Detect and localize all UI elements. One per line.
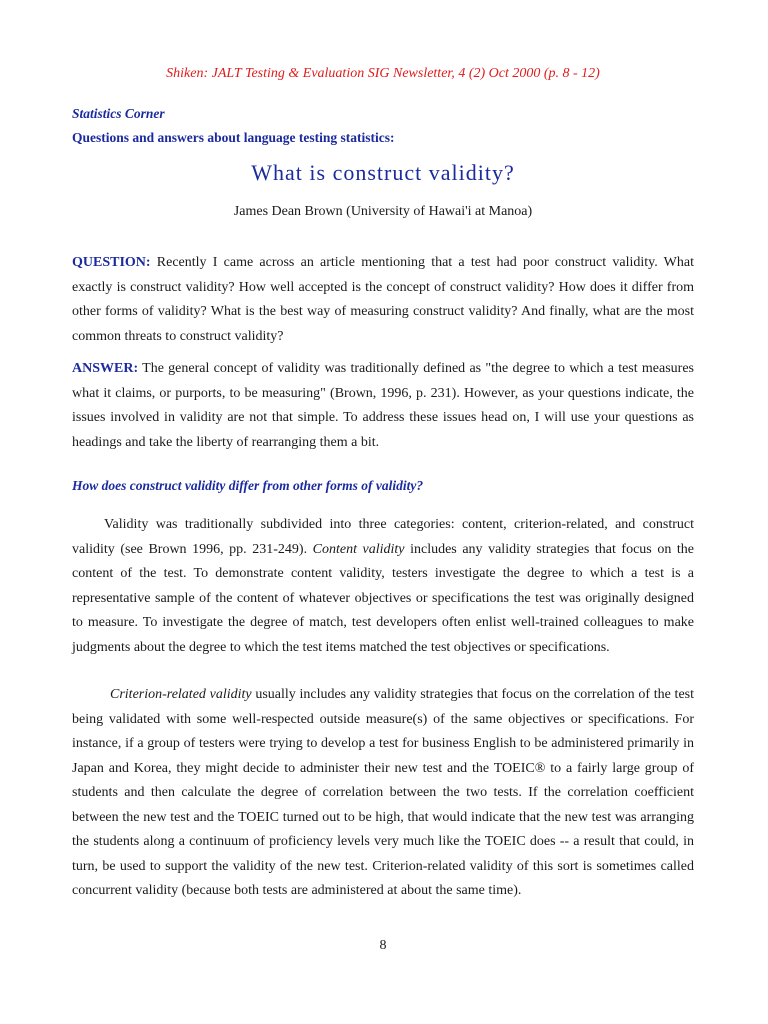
citation-issue: (2) Oct 2000 (p. 8 - 12) (465, 66, 600, 81)
content-validity-paragraph (72, 513, 694, 660)
answer-text: The general concept of validity was traditionally defined as "the degree to which a test measures what it claims, or purports, to be measuring" (Brown, 1996, p. 231). However, as your questions indicate, the issues involved in validity are not that simple. To address these issues head on, I will use your questions as headings and take the liberty of rearranging them a bit. (72, 361, 694, 450)
question-label: QUESTION: (72, 255, 151, 270)
paragraph-text: Validity was traditionally subdivided into three categories: content, criterion-related, and construct validity (see Brown 1996, pp. 231-249). (72, 517, 694, 557)
article-author: James Dean Brown (University of Hawai'i at Manoa) (233, 204, 533, 219)
citation-header (72, 66, 694, 82)
article-title: What is construct validity? (251, 160, 515, 185)
question-text: Recently I came across an article mentioning that a test had poor construct validity. What exactly is construct validity? How well accepted is the concept of construct validity? How does it differ from other forms of validity? What is the best way of measuring construct validity? And finally, what are the most common threats to construct validity? (72, 255, 694, 344)
term-criterion-validity: Criterion-related validity (110, 687, 252, 702)
question-paragraph (72, 251, 694, 349)
section-heading: How does construct validity differ from other forms of validity? (72, 478, 424, 493)
answer-label: ANSWER: (72, 361, 139, 376)
answer-paragraph (72, 357, 694, 455)
paragraph-text: includes any validity strategies that focus on the content of the test. To demonstrate content validity, testers investigate the degree to which a test is a representative sample of the content of whatever objectives or specifications the test was originally designed to measure. To investigate the degree of match, test developers often enlist well-trained colleagues to make judgments about the degree to which the test items matched the test objectives or specifications. (72, 541, 694, 655)
citation-text: Shiken: JALT Testing & Evaluation SIG Newsletter, (166, 66, 459, 81)
page-number: 8 (379, 938, 387, 953)
paragraph-text: usually includes any validity strategies that focus on the correlation of the test being validated with some well-respected outside measure(s) of the same objectives or specifications. For instance, if a group of testers were trying to develop a test for business English to be administered primarily in Japan and Korea, they might decide to administer their new test and the TOEIC® to a fairly large group of students and then calculate the degree of correlation between the two tests. If the correlation coefficient between the new test and the TOEIC turned out to be high, that would indicate that the new test was arranging the students along a continuum of proficiency levels very much like the TOEIC does -- a result that could, in turn, be used to support the validity of the new test. Criterion-related validity of this sort is sometimes called concurrent validity (because both tests are administered at about the same time). (72, 687, 694, 898)
criterion-validity-paragraph (72, 683, 694, 904)
corner-subtitle: Questions and answers about language testing statistics: (72, 130, 395, 145)
corner-title: Statistics Corner (72, 106, 165, 121)
term-content-validity: Content validity (312, 541, 405, 557)
citation-volume: 4 (458, 66, 466, 81)
